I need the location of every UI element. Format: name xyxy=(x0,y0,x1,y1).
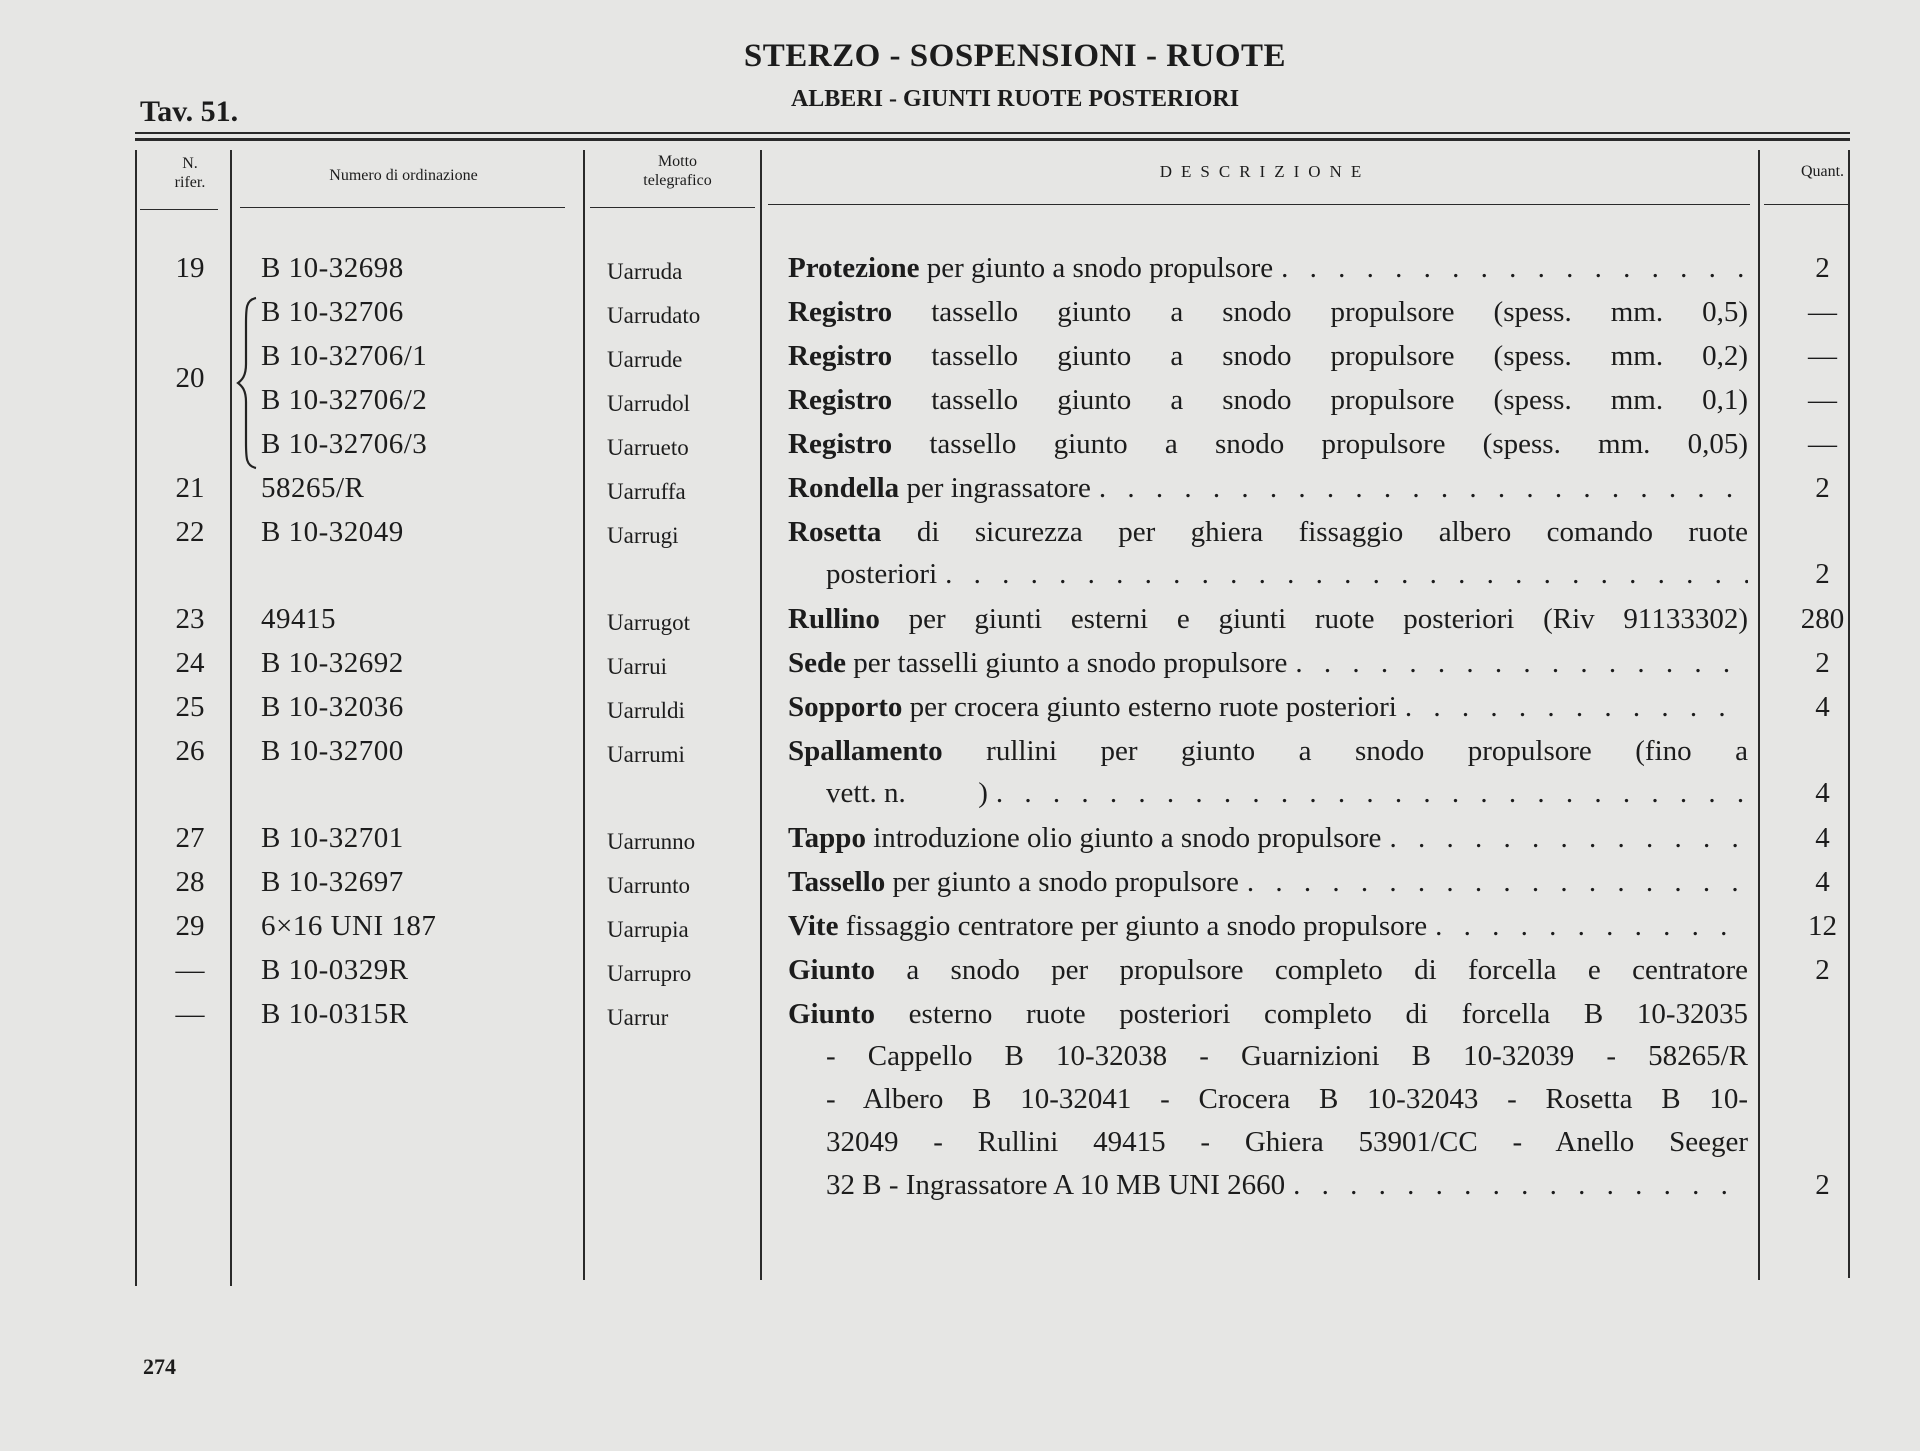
table-row-description xyxy=(788,472,1748,505)
table-row-description-cont: - Albero B 10-32041 - Crocera B 10-32043 - Rosetta B 10- xyxy=(826,1083,1748,1115)
leader-dots xyxy=(996,777,1748,810)
description-text: per giunti esterni e giunti ruote posteriori (Riv 91133302) xyxy=(908,603,1748,635)
leader-dots xyxy=(1293,1169,1748,1202)
description-text: per ingrassatore xyxy=(906,472,1091,504)
table-row-ref: — xyxy=(175,998,205,1030)
table-row-ref: 26 xyxy=(175,735,205,767)
table-row-motto: Uarrunno xyxy=(607,829,696,854)
table-row-code: B 10-32049 xyxy=(261,516,404,548)
table-row-code: B 10-32698 xyxy=(261,252,404,284)
table-row-ref: 28 xyxy=(175,866,205,898)
table-row-code: B 10-32706/1 xyxy=(261,340,428,372)
table-row-description-cont xyxy=(826,777,1748,810)
table-row-qty: — xyxy=(1808,340,1837,372)
table-row-qty: 2 xyxy=(1815,1169,1830,1201)
table-row-ref: — xyxy=(175,954,205,986)
table-row-motto: Uarrur xyxy=(607,1005,669,1030)
table-row-code: B 10-32706/2 xyxy=(261,384,428,416)
table-row-code: B 10-32036 xyxy=(261,691,404,723)
description-text: 32 B - Ingrassatore A 10 MB UNI 2660 xyxy=(826,1169,1286,1201)
leader-dots xyxy=(1389,822,1748,855)
table-row-ref: 23 xyxy=(175,603,205,635)
table-row-ref: 25 xyxy=(175,691,205,723)
header-ref xyxy=(140,154,240,192)
table-row-code: B 10-32701 xyxy=(261,822,404,854)
table-number: Tav. 51. xyxy=(140,95,239,128)
description-text: esterno ruote posteriori completo di forcella B 10-32035 xyxy=(908,998,1748,1030)
table-row-code: B 10-32700 xyxy=(261,735,404,767)
table-row-code: B 10-0315R xyxy=(261,998,409,1030)
table-row-description xyxy=(788,866,1748,899)
table-row-qty: 4 xyxy=(1815,866,1830,898)
header-ref-line1: N. xyxy=(182,155,198,172)
table-row-description xyxy=(788,252,1748,285)
description-keyword: Tappo xyxy=(788,822,866,854)
table-row-ref: 21 xyxy=(175,472,205,504)
col-rule-motto xyxy=(760,150,762,1280)
table-row-ref: 27 xyxy=(175,822,205,854)
description-keyword: Sede xyxy=(788,647,846,679)
table-row-description xyxy=(788,428,1748,461)
leader-dots xyxy=(1435,910,1748,943)
leader-dots xyxy=(1281,252,1748,285)
description-keyword: Rondella xyxy=(788,472,900,504)
description-keyword: Rosetta xyxy=(788,516,882,548)
table-row-ref: 20 xyxy=(175,362,205,394)
table-row-description xyxy=(788,340,1748,373)
leader-dots xyxy=(1247,866,1748,899)
description-text: per crocera giunto esterno ruote posteriori xyxy=(909,691,1397,723)
description-keyword: Tassello xyxy=(788,866,886,898)
table-row-qty: 2 xyxy=(1815,558,1830,590)
table-row-qty: 2 xyxy=(1815,647,1830,679)
description-keyword: Registro xyxy=(788,428,893,460)
table-row-motto: Uarruda xyxy=(607,259,683,284)
table-row-qty: 280 xyxy=(1800,603,1845,635)
table-row-description-cont xyxy=(826,558,1748,591)
description-keyword: Giunto xyxy=(788,954,876,986)
table-row-code: 6×16 UNI 187 xyxy=(261,910,437,942)
table-row-qty: — xyxy=(1808,428,1837,460)
leader-dots xyxy=(1405,691,1748,724)
page-subtitle: ALBERI - GIUNTI RUOTE POSTERIORI xyxy=(790,86,1240,112)
page-number: 274 xyxy=(143,1354,176,1379)
page-title: STERZO - SOSPENSIONI - RUOTE xyxy=(743,38,1287,74)
table-row-ref: 29 xyxy=(175,910,205,942)
header-underline-desc xyxy=(768,204,1750,205)
header-underline-motto xyxy=(590,207,755,208)
table-row-description xyxy=(788,691,1748,724)
description-text: tassello giunto a snodo propulsore (spess. mm. 0,1) xyxy=(931,384,1748,416)
description-keyword: Registro xyxy=(788,340,893,372)
table-row-description xyxy=(788,647,1748,680)
description-text: posteriori xyxy=(826,558,938,590)
table-row-description-cont xyxy=(826,1169,1748,1202)
top-rule xyxy=(135,132,1850,134)
leader-dots xyxy=(1099,472,1748,505)
description-keyword: Registro xyxy=(788,296,893,328)
table-row-motto: Uarrui xyxy=(607,654,668,679)
table-row-description-cont: 32049 - Rullini 49415 - Ghiera 53901/CC - Anello Seeger xyxy=(826,1126,1748,1158)
description-text: per giunto a snodo propulsore xyxy=(926,252,1274,284)
description-keyword: Vite xyxy=(788,910,839,942)
table-row-motto: Uarrunto xyxy=(607,873,691,898)
table-row-description xyxy=(788,384,1748,417)
table-row-qty: 4 xyxy=(1815,822,1830,854)
leader-dots xyxy=(1295,647,1748,680)
header-quantity: Quant. xyxy=(1800,163,1845,180)
table-row-qty: 2 xyxy=(1815,954,1830,986)
table-row-code: B 10-0329R xyxy=(261,954,409,986)
description-keyword: Registro xyxy=(788,384,893,416)
header-description: DESCRIZIONE xyxy=(1159,162,1371,181)
table-row-code: B 10-32706/3 xyxy=(261,428,428,460)
header-motto-line1: Motto xyxy=(657,153,698,170)
table-row-qty: 2 xyxy=(1815,472,1830,504)
table-row-description xyxy=(788,954,1748,987)
table-row-description xyxy=(788,296,1748,329)
description-text: tassello giunto a snodo propulsore (spess. mm. 0,5) xyxy=(931,296,1748,328)
table-row-motto: Uarrudol xyxy=(607,391,691,416)
table-row-motto: Uarrude xyxy=(607,347,683,372)
table-row-description xyxy=(788,735,1748,768)
description-text: rullini per giunto a snodo propulsore (fino a xyxy=(986,735,1748,767)
header-motto xyxy=(585,152,770,190)
table-row-description xyxy=(788,516,1748,549)
table-row-motto: Uarrupia xyxy=(607,917,689,942)
table-row-motto: Uarrupro xyxy=(607,961,692,986)
table-row-motto: Uarrumi xyxy=(607,742,685,767)
description-keyword: Rullino xyxy=(788,603,880,635)
table-row-code: B 10-32706 xyxy=(261,296,404,328)
table-row-code: 49415 xyxy=(261,603,336,635)
header-underline-ref xyxy=(140,209,218,210)
top-rule-2 xyxy=(135,138,1850,141)
table-row-motto: Uarrugi xyxy=(607,523,679,548)
table-row-ref: 24 xyxy=(175,647,205,679)
header-underline-qty xyxy=(1764,204,1850,205)
description-text: tassello giunto a snodo propulsore (spess. mm. 0,05) xyxy=(929,428,1748,460)
table-row-code: 58265/R xyxy=(261,472,365,504)
table-row-motto: Uarrueto xyxy=(607,435,689,460)
col-rule-code xyxy=(583,150,585,1280)
description-text: di sicurezza per ghiera fissaggio albero comando ruote xyxy=(916,516,1748,548)
description-keyword: Sopporto xyxy=(788,691,903,723)
description-text: a snodo per propulsore completo di forcella e centratore xyxy=(906,954,1748,986)
table-row-description xyxy=(788,910,1748,943)
table-row-qty: — xyxy=(1808,384,1837,416)
description-text: vett. n. ) xyxy=(826,777,988,809)
table-row-description xyxy=(788,822,1748,855)
description-keyword: Protezione xyxy=(788,252,920,284)
table-row-motto: Uarrudato xyxy=(607,303,701,328)
header-underline-code xyxy=(240,207,565,208)
description-text: per giunto a snodo propulsore xyxy=(892,866,1239,898)
table-row-motto: Uarruldi xyxy=(607,698,685,723)
description-text: introduzione olio giunto a snodo propulsore xyxy=(873,822,1382,854)
header-code: Numero di ordinazione xyxy=(329,167,478,184)
table-row-qty: 12 xyxy=(1808,910,1837,942)
table-row-description xyxy=(788,998,1748,1031)
description-text: per tasselli giunto a snodo propulsore xyxy=(853,647,1288,679)
description-text: fissaggio centratore per giunto a snodo propulsore xyxy=(845,910,1428,942)
description-text: tassello giunto a snodo propulsore (spess. mm. 0,2) xyxy=(931,340,1748,372)
header-ref-line2: rifer. xyxy=(174,174,206,191)
table-row-qty: — xyxy=(1808,296,1837,328)
table-row-code: B 10-32697 xyxy=(261,866,404,898)
table-row-code: B 10-32692 xyxy=(261,647,404,679)
table-row-ref: 19 xyxy=(175,252,205,284)
description-keyword: Giunto xyxy=(788,998,876,1030)
table-row-motto: Uarruffa xyxy=(607,479,686,504)
leader-dots xyxy=(945,558,1748,591)
header-motto-line2: telegrafico xyxy=(643,172,712,189)
table-row-qty: 4 xyxy=(1815,691,1830,723)
table-row-ref: 22 xyxy=(175,516,205,548)
table-row-description-cont: - Cappello B 10-32038 - Guarnizioni B 10-32039 - 58265/R xyxy=(826,1040,1748,1072)
table-row-description xyxy=(788,603,1748,636)
table-row-qty: 2 xyxy=(1815,252,1830,284)
description-keyword: Spallamento xyxy=(788,735,943,767)
table-row-qty: 4 xyxy=(1815,777,1830,809)
table-row-motto: Uarrugot xyxy=(607,610,691,635)
